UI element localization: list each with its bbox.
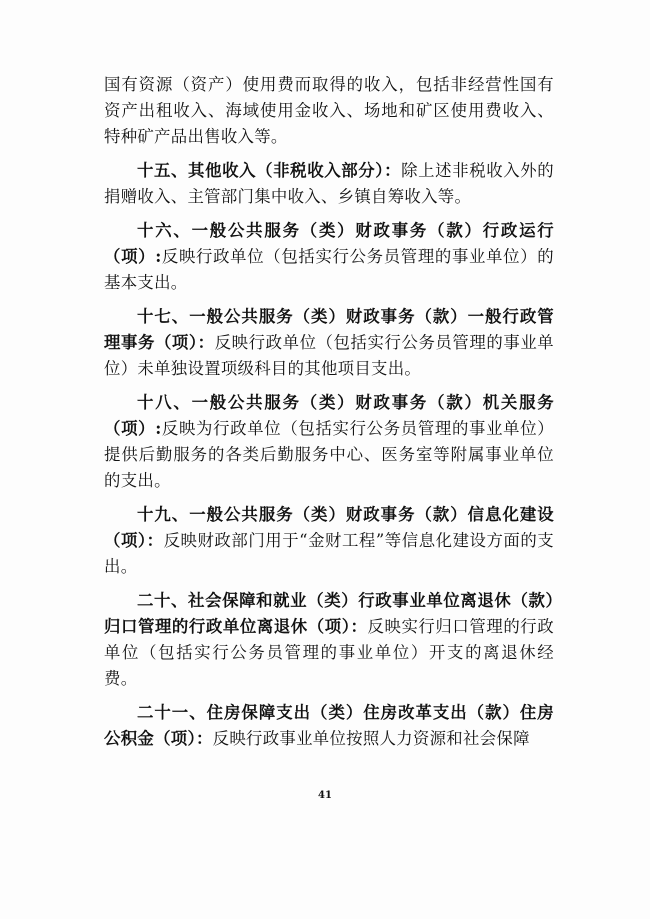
paragraph-text: 反映为行政单位（包括实行公务员管理的事业单位）提供后勤服务的各类后勤服务中心、医务室等附属事业单位的支出。 (104, 419, 554, 490)
paragraph-17-general-administration (104, 304, 554, 382)
paragraph-heading: 十六、一般公共服务（类）财政事务（款）行政运行（项）: (104, 221, 554, 266)
paragraph-16-administrative-operation (104, 218, 554, 296)
paragraph-text: 除上述非税收入外的捐赠收入、主管部门集中收入、乡镇自筹收入等。 (104, 161, 554, 206)
paragraph-heading: 二十一、住房保障支出（类）住房改革支出（款）住房公积金（项）： (104, 703, 554, 748)
paragraph-heading: 二十、社会保障和就业（类）行政事业单位离退休（款）归口管理的行政单位离退休（项）： (104, 591, 554, 636)
paragraph-19-informatization (104, 502, 554, 580)
paragraph-heading: 十七、一般公共服务（类）财政事务（款）一般行政管理事务（项）： (104, 307, 554, 352)
paragraph-15-other-income (104, 158, 554, 210)
paragraph-text: 反映实行归口管理的行政单位（包括实行公务员管理的事业单位）开支的离退休经费。 (104, 617, 554, 688)
paragraph-21-housing-fund (104, 700, 554, 752)
paragraph-text: 反映行政事业单位按照人力资源和社会保障 (212, 729, 530, 748)
paragraph-text: 国有资源（资产）使用费而取得的收入，包括非经营性国有资产出租收入、海域使用金收入、场地和矿区使用费收入、特种矿产品出售收入等。 (104, 75, 554, 146)
document-body (104, 72, 554, 760)
paragraph-text: 反映行政单位（包括实行公务员管理的事业单位）的基本支出。 (104, 247, 554, 292)
paragraph-18-agency-services (104, 390, 554, 494)
paragraph-text: 反映财政部门用于“金财工程”等信息化建设方面的支出。 (104, 531, 555, 576)
page-number: 41 (318, 790, 332, 801)
paragraph-heading: 十五、其他收入（非税收入部分）： (137, 161, 402, 180)
paragraph-text: 反映行政单位（包括实行公务员管理的事业单位）未单独设置项级科目的其他项目支出。 (104, 333, 554, 378)
paragraph-1 (104, 72, 554, 150)
paragraph-heading: 十八、一般公共服务（类）财政事务（款）机关服务（项）: (104, 393, 554, 438)
paragraph-heading: 十九、一般公共服务（类）财政事务（款）信息化建设（项）： (104, 505, 554, 550)
paragraph-20-retirement (104, 588, 554, 692)
